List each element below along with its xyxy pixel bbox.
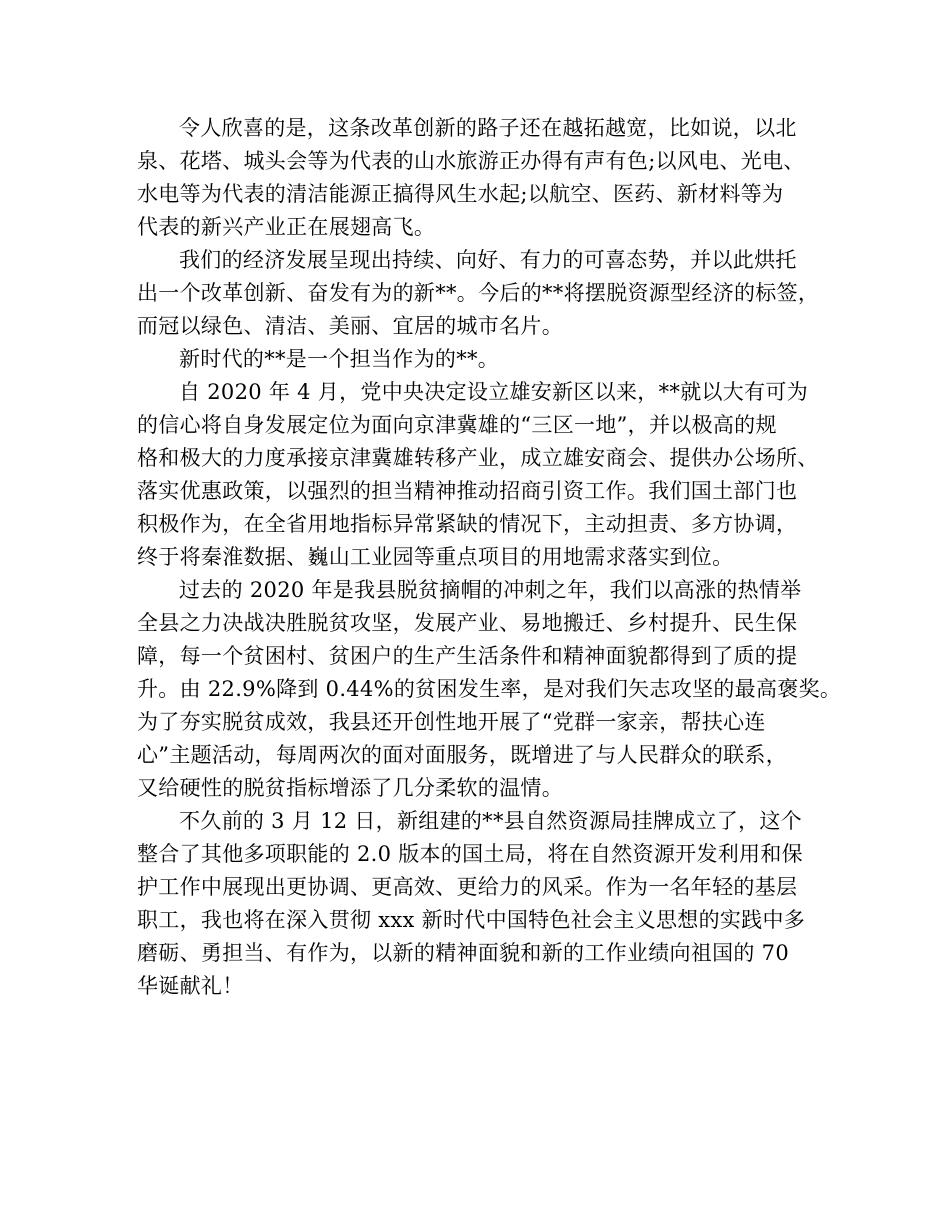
- paragraph: [137, 244, 820, 343]
- text-line: 整合了其他多项职能的 2.0 版本的国土局，将在自然资源开发利用和保: [137, 842, 803, 866]
- text-line: 泉、花塔、城头会等为代表的山水旅游正办得有声有色;以风电、光电、: [137, 149, 805, 173]
- text-line: 的信心将自身发展定位为面向京津冀雄的“三区一地”，并以极高的规: [137, 413, 777, 437]
- text-line: 自 2020 年 4 月，党中央决定设立雄安新区以来，**就以大有可为: [179, 380, 809, 404]
- text-line: 我们的经济发展呈现出持续、向好、有力的可喜态势，并以此烘托: [179, 248, 797, 272]
- text-line: 障，每一个贫困村、贫困户的生产生活条件和精神面貌都得到了质的提: [137, 644, 798, 668]
- text-line: 水电等为代表的清洁能源正搞得风生水起;以航空、医药、新材料等为: [137, 182, 784, 206]
- text-line: 新时代的**是一个担当作为的**。: [179, 347, 500, 371]
- text-line: 格和极大的力度承接京津冀雄转移产业，成立雄安商会、提供办公场所、: [137, 446, 819, 470]
- text-line: 不久前的 3 月 12 日，新组建的**县自然资源局挂牌成立了，这个: [179, 809, 802, 833]
- paragraph: [137, 376, 817, 574]
- document-body: [137, 112, 842, 1003]
- text-line: 职工，我也将在深入贯彻 xxx 新时代中国特色社会主义思想的实践中多: [137, 908, 806, 932]
- text-line: 心”主题活动，每周两次的面对面服务，既增进了与人民群众的联系，: [137, 743, 788, 767]
- paragraph: [137, 805, 817, 1003]
- text-line: 令人欣喜的是，这条改革创新的路子还在越拓越宽，比如说，以北: [179, 116, 797, 140]
- text-line: 出一个改革创新、奋发有为的新**。今后的**将摆脱资源型经济的标签，: [137, 281, 820, 305]
- text-line: 过去的 2020 年是我县脱贫摘帽的冲刺之年，我们以高涨的热情举: [179, 578, 802, 602]
- paragraph: [137, 112, 817, 244]
- text-line: 升。由 22.9%降到 0.44%的贫困发生率，是对我们矢志攻坚的最高褒奖。: [137, 677, 842, 701]
- text-line: 又给硬性的脱贫指标增添了几分柔软的温情。: [137, 776, 563, 800]
- text-line: 全县之力决战决胜脱贫攻坚，发展产业、易地搬迁、乡村提升、民生保: [137, 611, 798, 635]
- paragraph: [137, 343, 817, 376]
- text-line: 积极作为，在全省用地指标异常紧缺的情况下，主动担责、多方协调，: [137, 512, 798, 536]
- text-line: 落实优惠政策，以强烈的担当精神推动招商引资工作。我们国土部门也: [137, 479, 798, 503]
- text-line: 华诞献礼！: [137, 974, 244, 998]
- text-line: 护工作中展现出更协调、更高效、更给力的风采。作为一名年轻的基层: [137, 875, 798, 899]
- text-line: 而冠以绿色、清洁、美丽、宜居的城市名片。: [137, 314, 563, 338]
- text-line: 终于将秦淮数据、巍山工业园等重点项目的用地需求落实到位。: [137, 545, 734, 569]
- text-line: 代表的新兴产业正在展翅高飞。: [137, 215, 436, 239]
- paragraph: [137, 574, 842, 805]
- text-line: 磨砺、勇担当、有作为，以新的精神面貌和新的工作业绩向祖国的 70: [137, 941, 789, 965]
- text-line: 为了夯实脱贫成效，我县还开创性地开展了“党群一家亲，帮扶心连: [137, 710, 766, 734]
